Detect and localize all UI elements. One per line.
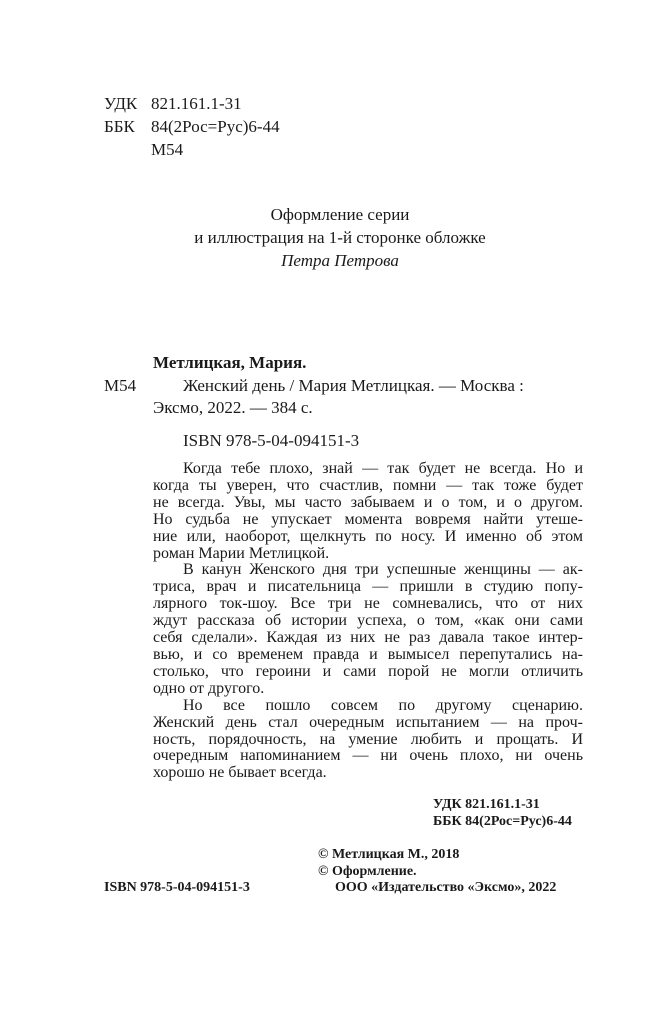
footer-isbn: ISBN 978-5-04-094151-3	[104, 880, 250, 895]
copyright-block	[318, 847, 556, 897]
annotation-line: не всегда. Увы, мы часто забываем и о том, и о другом.	[153, 493, 583, 511]
annotation-line: Женский день стал очередным испытанием — на проч-	[153, 713, 583, 731]
annotation-line: одно от другого.	[153, 679, 265, 697]
record-sign: М54	[104, 376, 137, 395]
author-sign: М54	[151, 140, 184, 159]
annotation-line: очередным напоминанием — ни очень плохо, ни очень	[153, 747, 583, 765]
footer-bbk: ББК 84(2Рос=Рус)6-44	[433, 813, 572, 829]
credit-artist: Петра Петрова	[281, 251, 399, 270]
record-line-2: Эксмо, 2022. — 384 с.	[153, 398, 313, 417]
footer-udk: УДК 821.161.1-31	[433, 797, 540, 812]
annotation-line: Но все пошло совсем по другому сценарию.	[183, 696, 583, 714]
annotation-line: ждут рассказа об истории успеха, о том, «как они сами	[153, 612, 583, 630]
annotation-line: ние или, наоборот, щелкнуть по носу. И именно об этом	[153, 527, 583, 545]
annotation-line: лярного ток-шоу. Все три не сомневались, что от них	[153, 595, 583, 613]
design-credits	[120, 203, 560, 272]
record-isbn: ISBN 978-5-04-094151-3	[183, 431, 360, 450]
annotation-line: Когда тебе плохо, знай — так будет не всегда. Но и	[183, 460, 583, 477]
author-sign-line	[104, 138, 280, 161]
annotation-line: когда ты уверен, что счастлив, помни — так тоже будет	[153, 476, 583, 494]
publisher: ООО «Издательство «Эксмо», 2022	[335, 880, 557, 895]
annotation-line: триса, врач и писательница — пришли в студию попу-	[153, 578, 583, 596]
annotation-line: роман Марии Метлицкой.	[153, 544, 330, 562]
record-author: Метлицкая, Мария.	[153, 353, 307, 372]
udk-code: 821.161.1-31	[151, 94, 242, 113]
udk-label: УДК	[104, 94, 138, 113]
annotation-line: Но судьба не упускает момента вовремя найти утеше-	[153, 510, 583, 528]
copyright-design: © Оформление.	[318, 863, 417, 879]
annotation-line: В канун Женского дня три успешные женщины — ак-	[183, 561, 583, 579]
annotation-line: ность, порядочность, на умение любить и прощать. И	[153, 730, 583, 748]
credit-line-1: Оформление серии	[270, 205, 410, 224]
annotation-line: вью, и со временем правда и вымысел перепутались на-	[153, 645, 583, 663]
bbk-line	[104, 115, 280, 138]
bbk-code: 84(2Рос=Рус)6-44	[151, 117, 280, 136]
record-line-1: Женский день / Мария Метлицкая. — Москва :	[183, 376, 524, 395]
annotation-line: столько, что героини и сами порой не могли отличить	[153, 662, 583, 680]
copyright-author: © Метлицкая М., 2018	[318, 847, 460, 862]
classification-block	[104, 92, 280, 161]
credit-line-2: и иллюстрация на 1-й сторонке обложке	[194, 228, 486, 247]
annotation-line: хорошо не бывает всегда.	[153, 764, 327, 782]
bbk-label: ББК	[104, 117, 135, 136]
annotation	[153, 461, 583, 782]
footer-classification	[433, 797, 583, 830]
annotation-line: себя сделали». Каждая из них не раз давала такое интер-	[153, 629, 583, 647]
udk-line	[104, 92, 280, 115]
